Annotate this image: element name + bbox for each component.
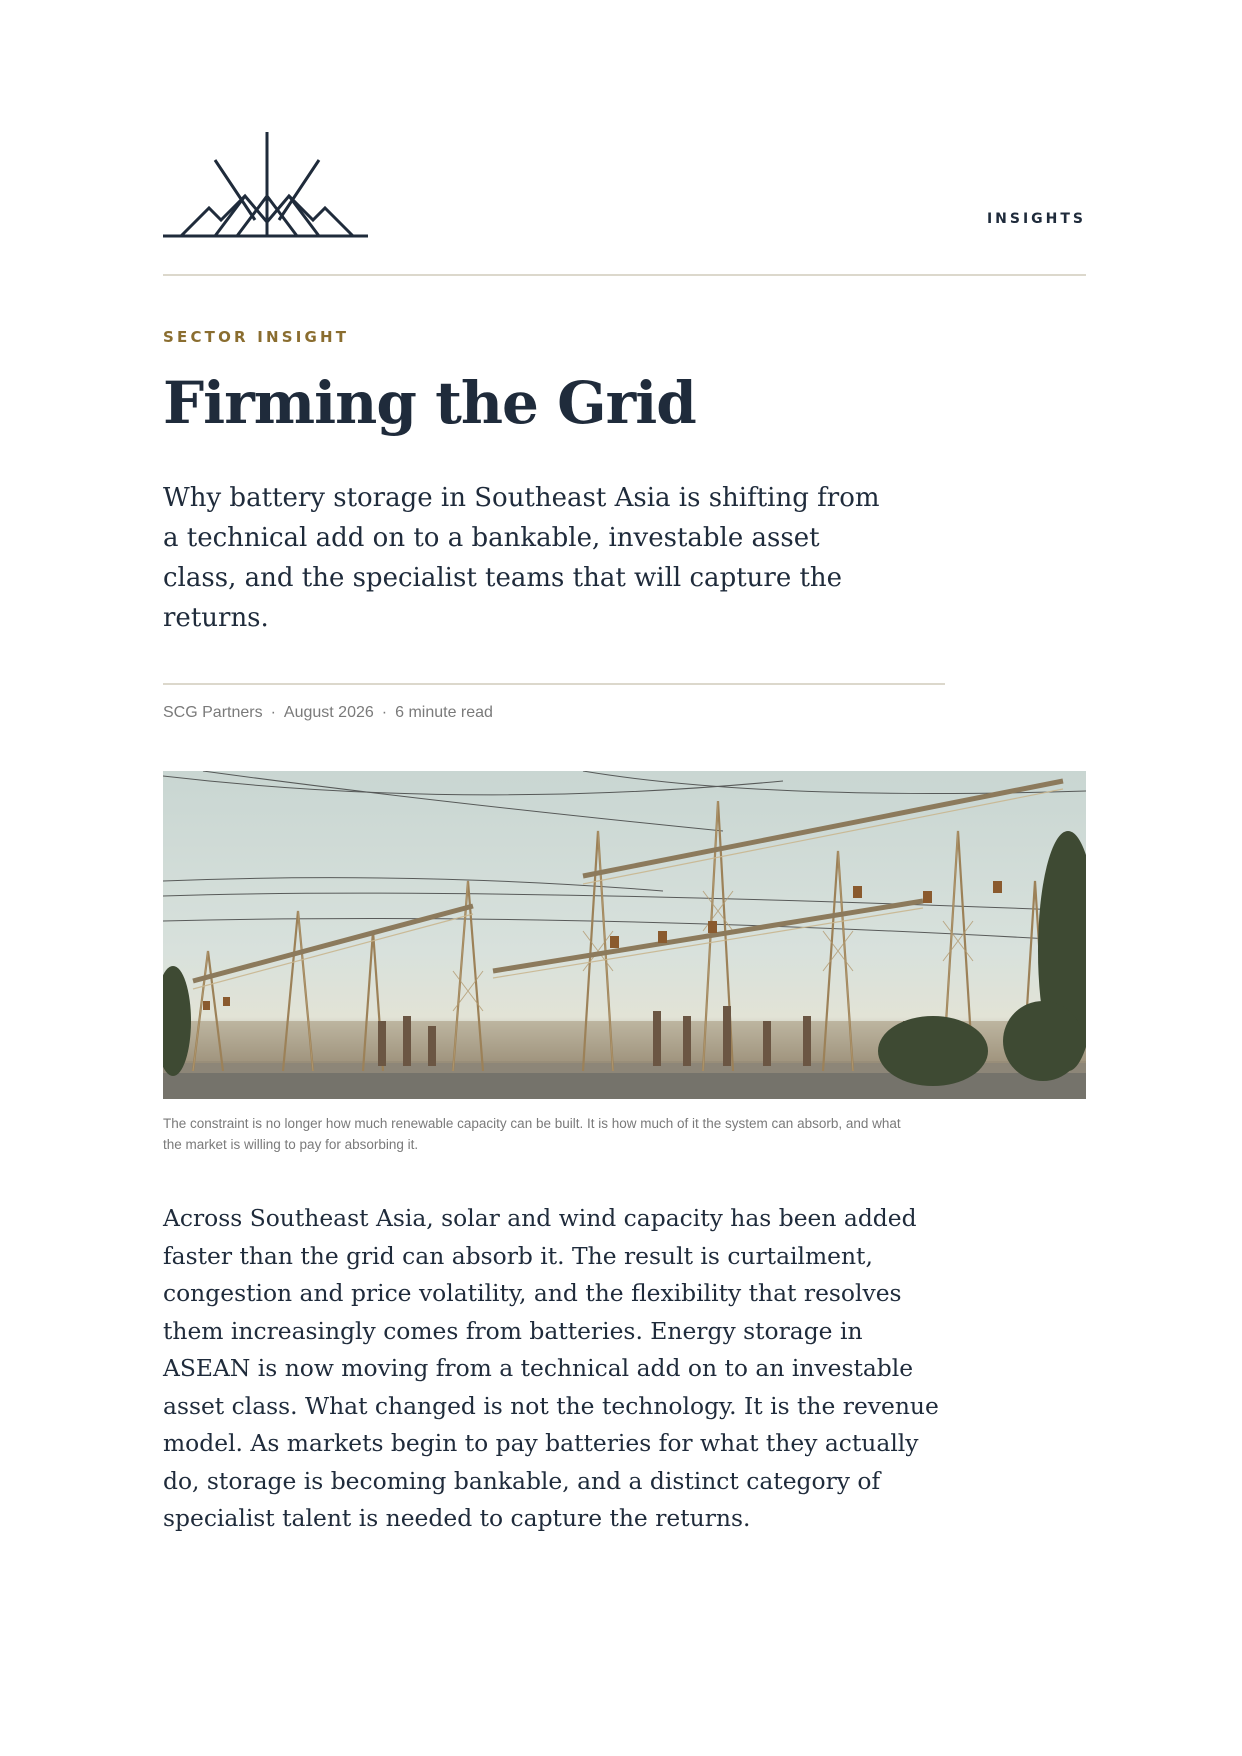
- image-caption: The constraint is no longer how much renewable capacity can be built. It is how much of it the system can absorb, and what the market is willing to pay for absorbing it.: [163, 1116, 901, 1152]
- logo[interactable]: [163, 130, 373, 240]
- page-header: [163, 130, 1086, 240]
- article-title: Firming the Grid: [163, 369, 696, 437]
- meta-divider: [163, 683, 945, 685]
- author-name: SCG Partners: [163, 704, 263, 721]
- meta-separator: ·: [270, 704, 276, 721]
- insights-nav-link[interactable]: INSIGHTS: [986, 211, 1086, 227]
- read-time: 6 minute read: [395, 704, 493, 721]
- electrical-substation-photo-icon: [163, 771, 1086, 1099]
- article-lede: Why battery storage in Southeast Asia is shifting from a technical add on to a bankable, investable asset class, and the specialist teams that will capture the returns.: [163, 483, 880, 633]
- publish-date: August 2026: [283, 704, 374, 721]
- article-body: Across Southeast Asia, solar and wind capacity has been added faster than the grid can absorb it. The result is curtailment, congestion and price volatility, and the flexibility that resolves them increasingly comes from batteries. Energy storage in ASEAN is now moving from a technical add on to an investable asset class. What changed is not the technology. It is the revenue model. As markets begin to pay batteries for what they actually do, storage is becoming bankable, and a distinct category of specialist talent is needed to capture the returns.: [163, 1204, 939, 1532]
- meta-separator: ·: [381, 704, 388, 721]
- section-kicker: SECTOR INSIGHT: [163, 328, 350, 346]
- logo-icon: [163, 130, 373, 240]
- hero-image: [163, 771, 1086, 1099]
- header-divider: [163, 274, 1086, 276]
- article-meta: [163, 704, 493, 722]
